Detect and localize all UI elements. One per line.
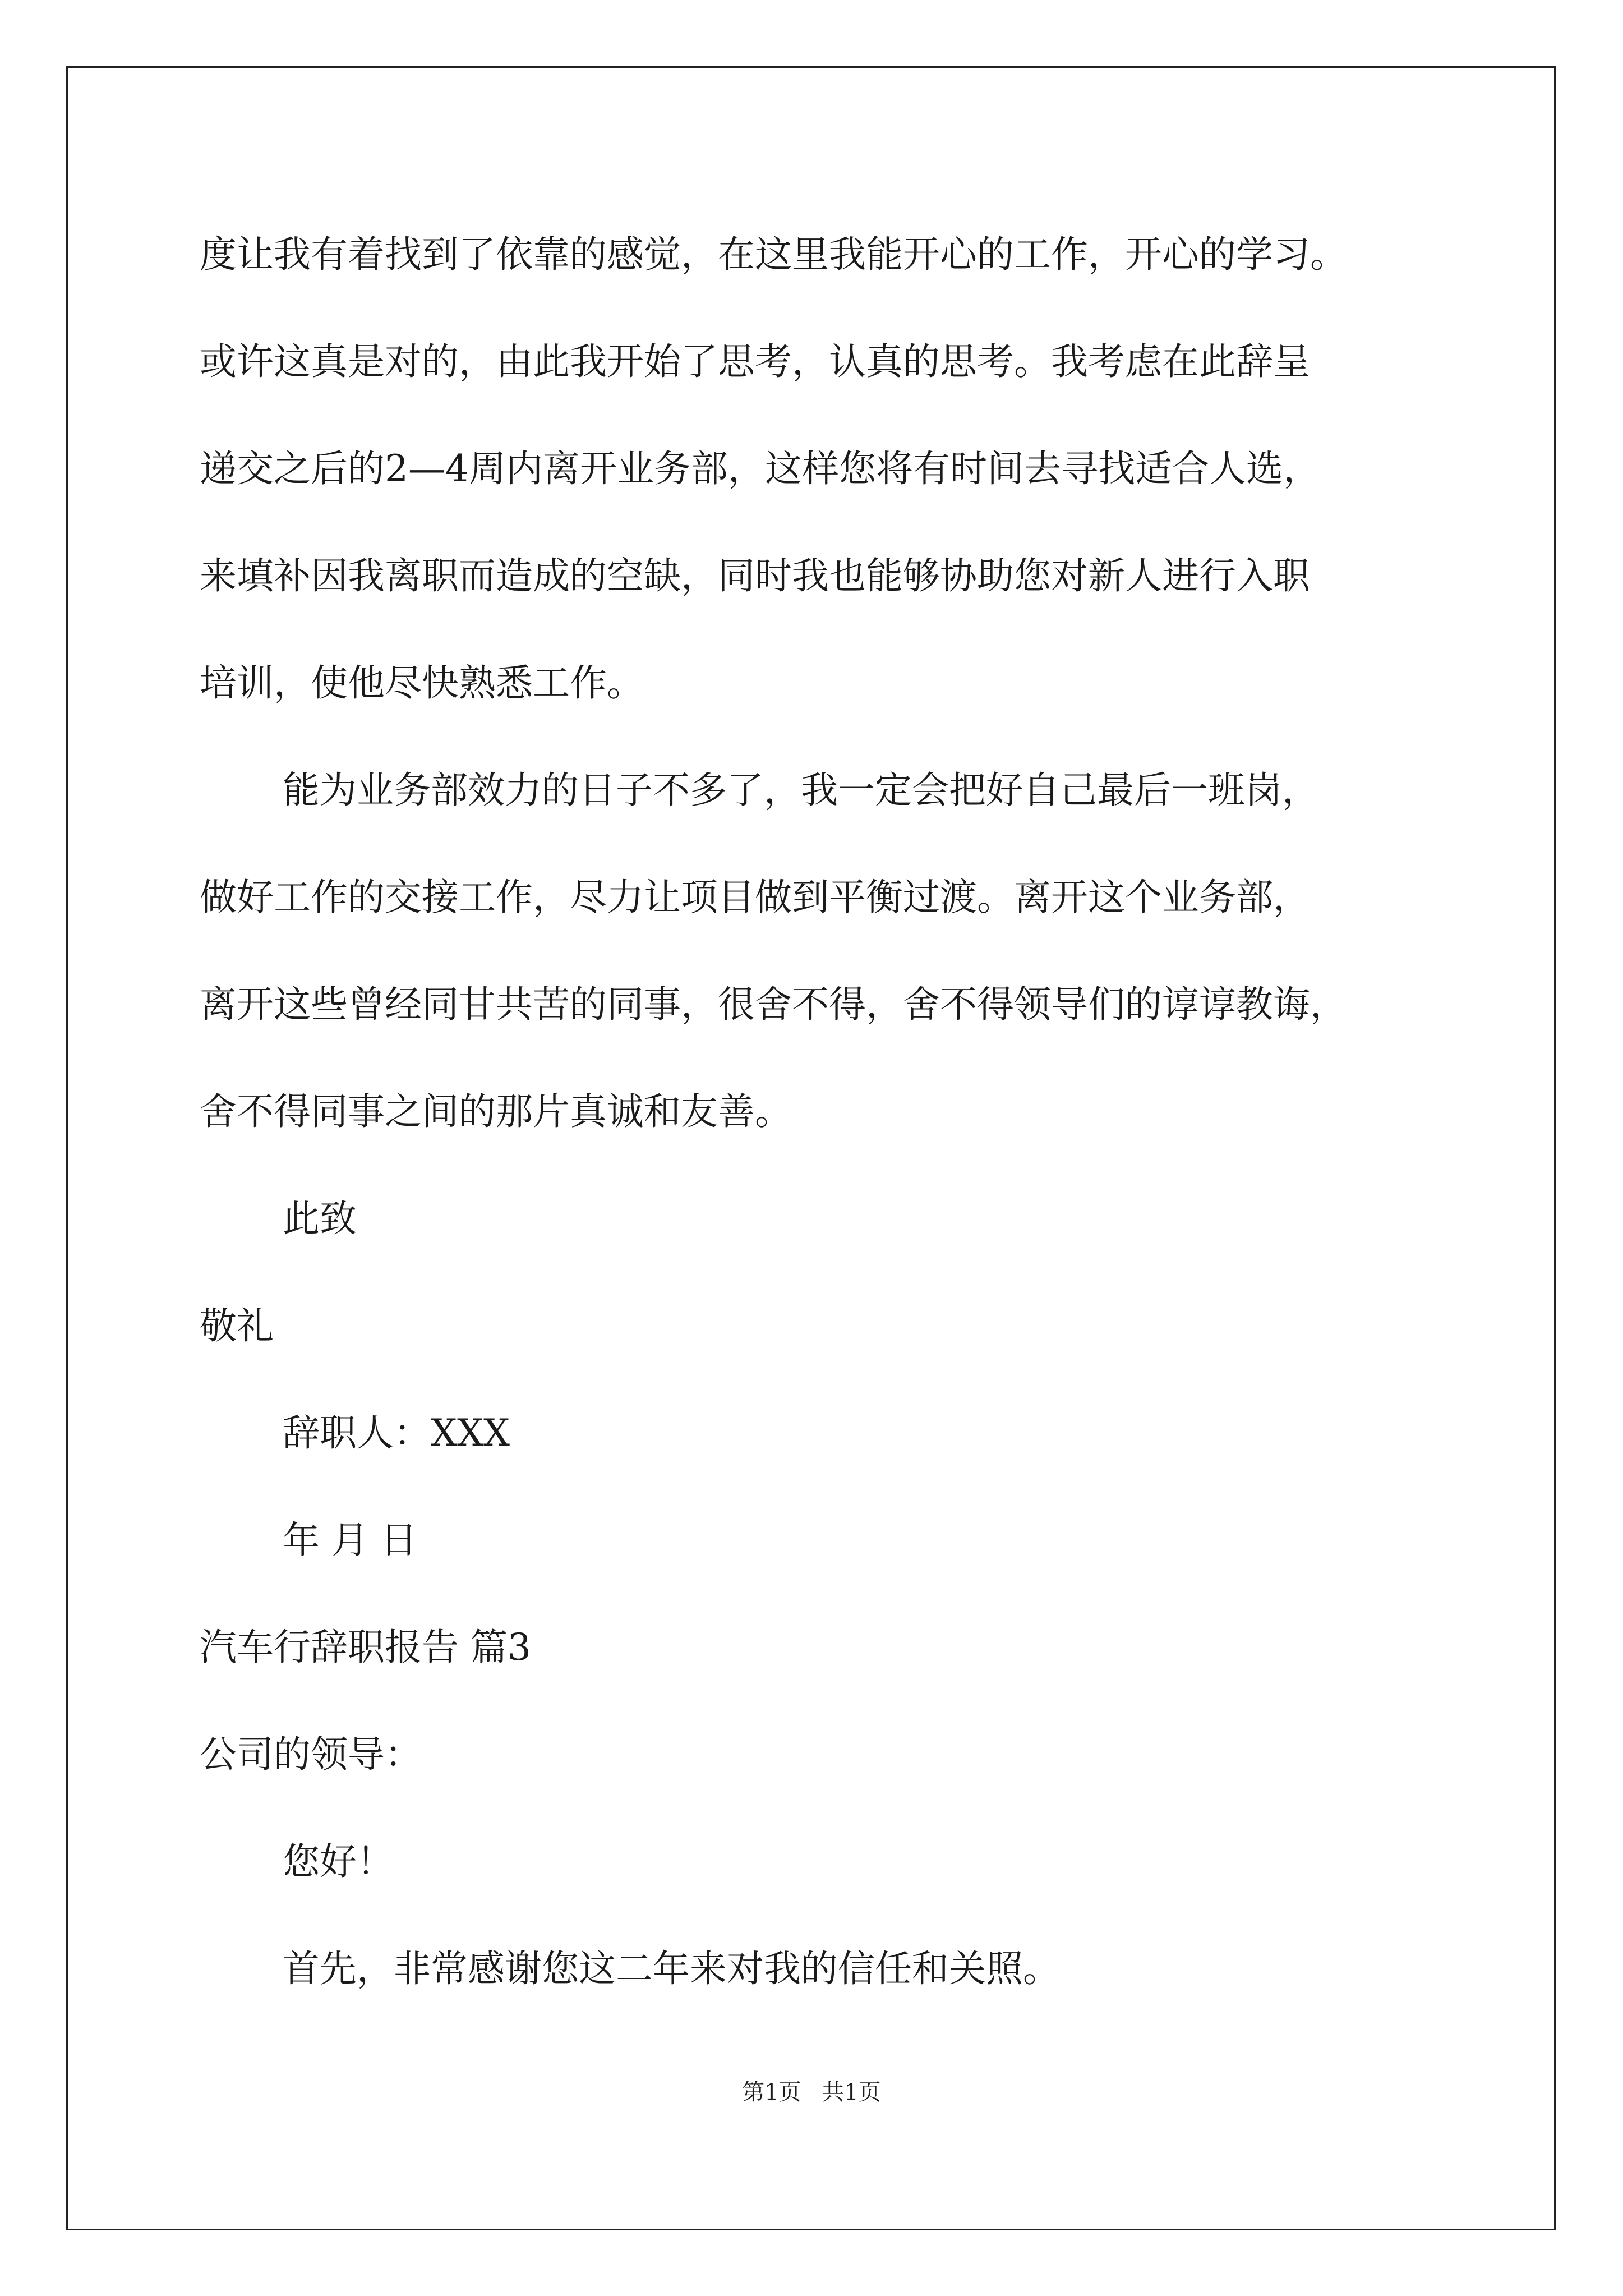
paragraph-line: 或许这真是对的，由此我开始了思考，认真的思考。我考虑在此辞呈 — [200, 340, 1310, 383]
page-total: 共1页 — [822, 2079, 881, 2105]
signature-date: 年 月 日 — [283, 1519, 417, 1562]
paragraph-line: 首先，非常感谢您这二年来对我的信任和关照。 — [283, 1947, 1060, 1990]
paragraph-line: 舍不得同事之间的那片真诚和友善。 — [200, 1090, 792, 1133]
page-number: 第1页 — [742, 2079, 801, 2105]
paragraph-line: 培训，使他尽快熟悉工作。 — [200, 661, 644, 705]
salutation: 敬礼 — [200, 1304, 274, 1347]
paragraph-line: 离开这些曾经同甘共苦的同事，很舍不得，舍不得领导们的谆谆教诲， — [200, 983, 1347, 1026]
paragraph-line: 做好工作的交接工作，尽力让项目做到平衡过渡。离开这个业务部， — [200, 876, 1310, 919]
paragraph-line: 递交之后的2—4周内离开业务部，这样您将有时间去寻找适合人选， — [200, 447, 1320, 490]
paragraph-line: 能为业务部效力的日子不多了，我一定会把好自己最后一班岗， — [283, 769, 1319, 812]
paragraph-line: 度让我有着找到了依靠的感觉，在这里我能开心的工作，开心的学习。 — [200, 233, 1347, 276]
section-title: 汽车行辞职报告 篇3 — [200, 1626, 531, 1669]
signature-name: 辞职人：XXX — [283, 1411, 510, 1455]
document-body — [200, 201, 1490, 2022]
greeting: 您好！ — [283, 1840, 394, 1883]
closing-phrase: 此致 — [283, 1197, 357, 1240]
paragraph-line: 来填补因我离职而造成的空缺，同时我也能够协助您对新人进行入职 — [200, 554, 1310, 597]
addressee: 公司的领导： — [200, 1733, 422, 1776]
page-footer — [0, 2076, 1623, 2109]
